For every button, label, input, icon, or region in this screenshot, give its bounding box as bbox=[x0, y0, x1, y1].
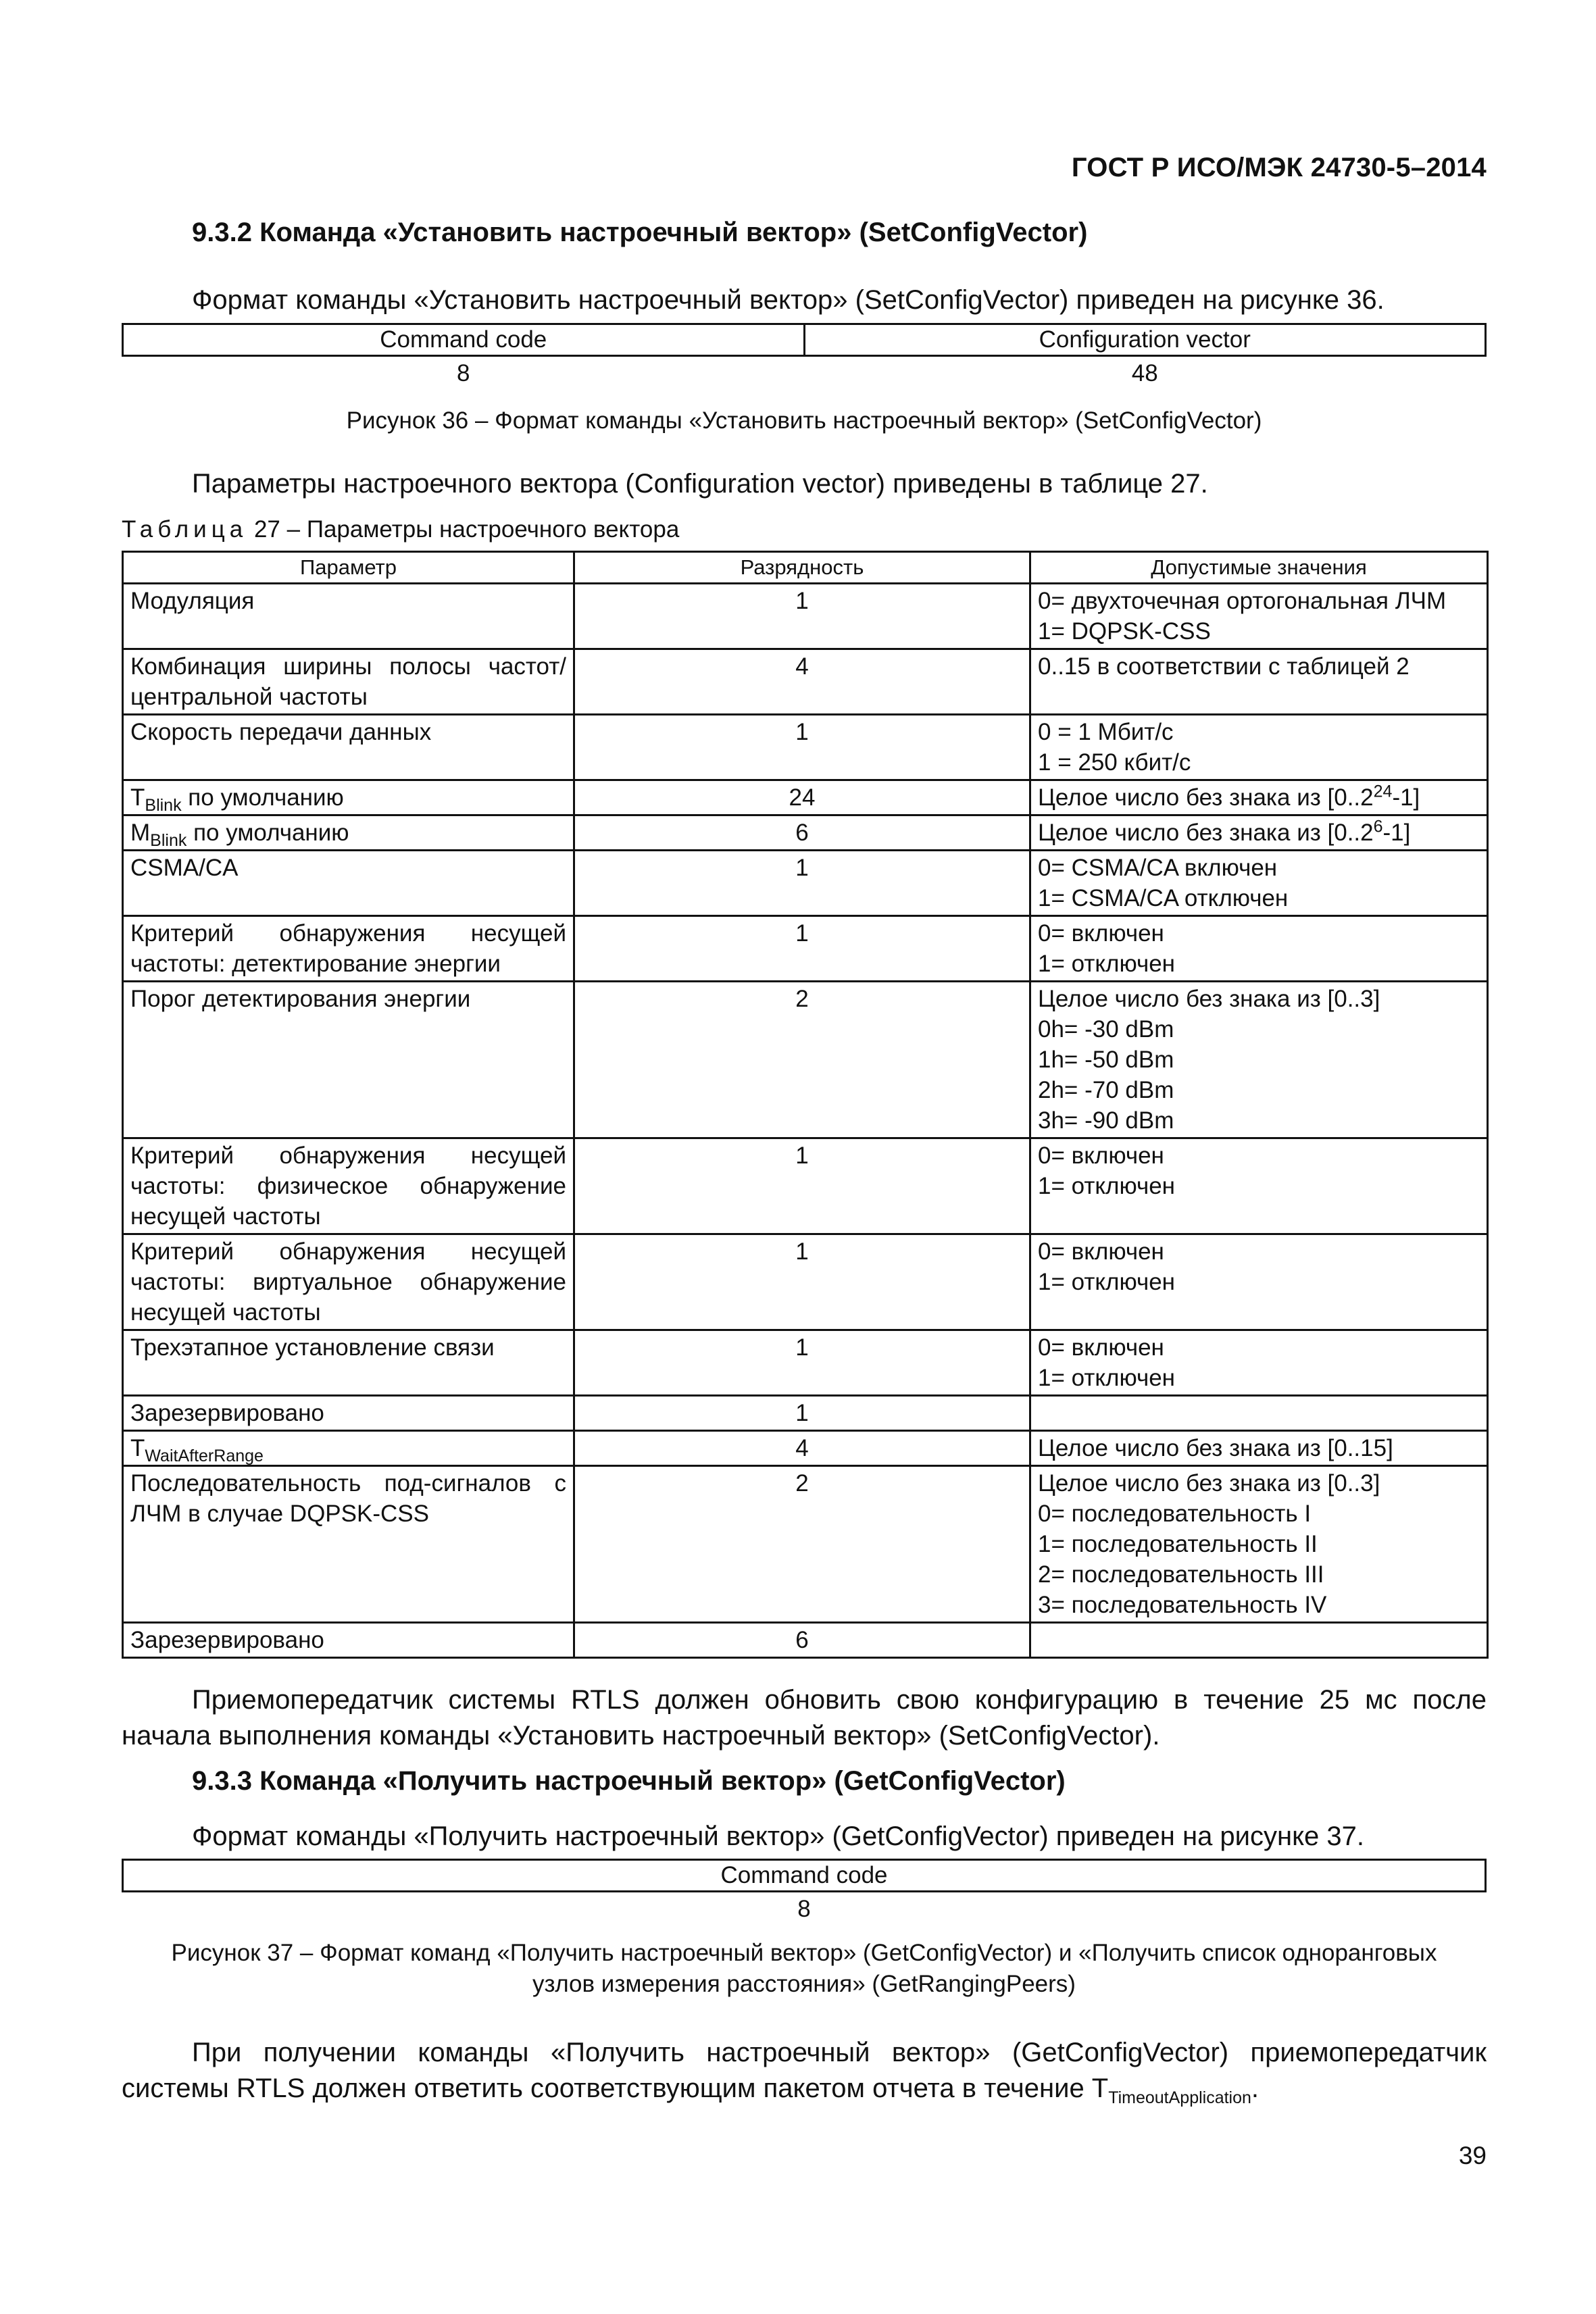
cell-values bbox=[1030, 1623, 1488, 1658]
value-line: 0= двухточечная ортогональная ЛЧМ bbox=[1038, 588, 1447, 614]
cell-bits: 1 bbox=[574, 916, 1030, 982]
cell-values bbox=[1030, 1396, 1488, 1431]
cell-parameter: Критерий обнаружения несущей частоты: виртуальное обнаружение несущей частоты bbox=[123, 1234, 574, 1330]
cell-bits: 1 bbox=[574, 1330, 1030, 1396]
fig37-command-code-field: Command code bbox=[123, 1860, 1486, 1892]
value-exponent: 6 bbox=[1373, 817, 1383, 836]
cell-values bbox=[1030, 1466, 1488, 1623]
cell-parameter: Трехэтапное установление связи bbox=[123, 1330, 574, 1396]
configuration-vector-field: Configuration vector bbox=[804, 324, 1486, 356]
cell-parameter: Последовательность под-сигналов с ЛЧМ в случае DQPSK-CSS bbox=[123, 1466, 574, 1623]
cell-bits: 4 bbox=[574, 649, 1030, 715]
cell-parameter: Скорость передачи данных bbox=[123, 715, 574, 780]
cell-bits: 6 bbox=[574, 1623, 1030, 1658]
page-number: 39 bbox=[1458, 2142, 1487, 2169]
cell-bits: 4 bbox=[574, 1431, 1030, 1466]
value-line: 1h= -50 dBm bbox=[1038, 1047, 1174, 1073]
value-text: Целое число без знака из [0..2 bbox=[1038, 820, 1374, 846]
param-subscript: WaitAfterRange bbox=[145, 1447, 264, 1465]
cell-values bbox=[1030, 815, 1488, 851]
update-paragraph-text: Приемопередатчик системы RTLS должен обновить свою конфигурацию в течение 25 мс после начала выполнения команды «Установить настроечный вектор» (SetConfigVector). bbox=[122, 1685, 1487, 1751]
column-header-values: Допустимые значения bbox=[1030, 552, 1488, 584]
figure36-format-table bbox=[122, 323, 1487, 391]
value-line: 2= последовательность III bbox=[1038, 1561, 1324, 1588]
cell-values bbox=[1030, 1234, 1488, 1330]
cell-values bbox=[1030, 1431, 1488, 1466]
cell-bits: 6 bbox=[574, 815, 1030, 851]
value-line: 0= CSMA/CA включен bbox=[1038, 855, 1278, 881]
figure37-caption bbox=[122, 1938, 1487, 2000]
cell-parameter: Модуляция bbox=[123, 584, 574, 649]
param-rest: по умолчанию bbox=[186, 820, 349, 846]
cell-bits: 1 bbox=[574, 851, 1030, 916]
final-paragraph bbox=[122, 2035, 1487, 2107]
table-row bbox=[123, 1623, 1488, 1658]
cell-parameter: CSMA/CA bbox=[123, 851, 574, 916]
table-row bbox=[123, 1330, 1488, 1396]
table-row bbox=[123, 1466, 1488, 1623]
table-word: Таблица bbox=[122, 516, 248, 543]
cell-parameter bbox=[123, 815, 574, 851]
cell-values bbox=[1030, 649, 1488, 715]
value-line: 1= отключен bbox=[1038, 951, 1175, 977]
table27-body bbox=[123, 584, 1488, 1658]
param-symbol: T bbox=[130, 784, 145, 811]
column-header-parameter: Параметр bbox=[123, 552, 574, 584]
cell-parameter bbox=[123, 780, 574, 815]
figure37-format-table bbox=[122, 1859, 1487, 1926]
cell-parameter: Зарезервировано bbox=[123, 1396, 574, 1431]
value-line: 1 = 250 кбит/с bbox=[1038, 749, 1191, 776]
cell-parameter: Порог детектирования энергии bbox=[123, 982, 574, 1138]
value-exponent: 24 bbox=[1373, 782, 1393, 801]
table-row bbox=[123, 649, 1488, 715]
final-period: . bbox=[1251, 2073, 1260, 2103]
configuration-vector-bits: 48 bbox=[1131, 360, 1158, 386]
final-paragraph-text: При получении команды «Получить настроечный вектор» (GetConfigVector) приемопередатчик системы RTLS должен ответить соответствующим пакетом отчета в течение T bbox=[122, 2038, 1487, 2103]
value-text: Целое число без знака из [0..2 bbox=[1038, 784, 1374, 811]
param-subscript: Blink bbox=[150, 831, 187, 850]
figure36-caption: Рисунок 36 – Формат команды «Установить настроечный вектор» (SetConfigVector) bbox=[346, 407, 1262, 434]
value-line: 1= CSMA/CA отключен bbox=[1038, 885, 1289, 911]
cell-values bbox=[1030, 715, 1488, 780]
cell-values bbox=[1030, 851, 1488, 916]
param-rest: по умолчанию bbox=[181, 784, 344, 811]
command-code-field: Command code bbox=[123, 324, 805, 356]
command-code-bits: 8 bbox=[457, 360, 470, 386]
value-line: Целое число без знака из [0..3] bbox=[1038, 1470, 1380, 1496]
cell-bits: 1 bbox=[574, 1138, 1030, 1234]
cell-bits: 1 bbox=[574, 1396, 1030, 1431]
fig37-command-code-bits: 8 bbox=[797, 1896, 811, 1922]
section-heading-9-3-3: 9.3.3 Команда «Получить настроечный вектор» (GetConfigVector) bbox=[192, 1766, 1066, 1796]
value-line: 0..15 в соответствии с таблицей 2 bbox=[1038, 653, 1410, 680]
cell-values bbox=[1030, 982, 1488, 1138]
cell-bits: 1 bbox=[574, 584, 1030, 649]
value-line: 0= включен bbox=[1038, 1142, 1164, 1169]
cell-values bbox=[1030, 1138, 1488, 1234]
value-line: 0= последовательность I bbox=[1038, 1501, 1312, 1527]
section-heading-9-3-2: 9.3.2 Команда «Установить настроечный вектор» (SetConfigVector) bbox=[192, 218, 1088, 247]
cell-bits: 1 bbox=[574, 1234, 1030, 1330]
param-subscript: Blink bbox=[145, 796, 182, 815]
cell-bits: 2 bbox=[574, 982, 1030, 1138]
table-row bbox=[123, 982, 1488, 1138]
value-line: 1= отключен bbox=[1038, 1365, 1175, 1391]
table27 bbox=[122, 551, 1489, 1659]
figure37-caption-line2: узлов измерения расстояния» (GetRangingPeers) bbox=[532, 1971, 1076, 1997]
table-row bbox=[123, 851, 1488, 916]
figure37-intro: Формат команды «Получить настроечный вектор» (GetConfigVector) приведен на рисунке 37. bbox=[192, 1821, 1365, 1851]
table-row bbox=[123, 916, 1488, 982]
table-title-rest: 27 – Параметры настроечного вектора bbox=[253, 516, 680, 543]
value-line: Целое число без знака из [0..3] bbox=[1038, 986, 1380, 1012]
value-text-end: -1] bbox=[1382, 820, 1411, 846]
value-line: 0= включен bbox=[1038, 920, 1164, 947]
param-symbol: M bbox=[130, 820, 151, 846]
table27-title bbox=[122, 516, 679, 543]
value-line: 1= DQPSK-CSS bbox=[1038, 618, 1211, 645]
value-line: 0= включен bbox=[1038, 1238, 1164, 1265]
cell-parameter: Зарезервировано bbox=[123, 1623, 574, 1658]
value-line: 3= последовательность IV bbox=[1038, 1592, 1327, 1618]
cell-bits: 24 bbox=[574, 780, 1030, 815]
value-line: 0 = 1 Мбит/с bbox=[1038, 719, 1174, 745]
table27-intro: Параметры настроечного вектора (Configuration vector) приведены в таблице 27. bbox=[192, 469, 1208, 499]
table-row bbox=[123, 1138, 1488, 1234]
standard-header: ГОСТ Р ИСО/МЭК 24730-5–2014 bbox=[1071, 153, 1487, 182]
param-symbol: T bbox=[130, 1435, 145, 1461]
column-header-bits: Разрядность bbox=[574, 552, 1030, 584]
value-line: 0h= -30 dBm bbox=[1038, 1016, 1174, 1042]
cell-bits: 1 bbox=[574, 715, 1030, 780]
value-line: 0= включен bbox=[1038, 1334, 1164, 1361]
table-row bbox=[123, 815, 1488, 851]
table-row bbox=[123, 715, 1488, 780]
cell-parameter: Комбинация ширины полосы частот/ центральной частоты bbox=[123, 649, 574, 715]
table-row bbox=[123, 1396, 1488, 1431]
table-row bbox=[123, 1431, 1488, 1466]
cell-parameter: Критерий обнаружения несущей частоты: детектирование энергии bbox=[123, 916, 574, 982]
value-text: Целое число без знака из [0..15] bbox=[1038, 1435, 1393, 1461]
timeout-subscript: TimeoutApplication bbox=[1108, 2088, 1251, 2107]
value-line: 1= отключен bbox=[1038, 1173, 1175, 1199]
cell-parameter bbox=[123, 1431, 574, 1466]
value-line: 1= отключен bbox=[1038, 1269, 1175, 1295]
cell-values bbox=[1030, 584, 1488, 649]
cell-values bbox=[1030, 1330, 1488, 1396]
cell-parameter: Критерий обнаружения несущей частоты: физическое обнаружение несущей частоты bbox=[123, 1138, 574, 1234]
cell-values bbox=[1030, 780, 1488, 815]
value-text-end: -1] bbox=[1392, 784, 1420, 811]
cell-bits: 2 bbox=[574, 1466, 1030, 1623]
table-row bbox=[123, 780, 1488, 815]
figure37-caption-line1: Рисунок 37 – Формат команд «Получить настроечный вектор» (GetConfigVector) и «Получить список одноранговых bbox=[171, 1940, 1437, 1966]
value-line: 3h= -90 dBm bbox=[1038, 1107, 1174, 1134]
cell-values bbox=[1030, 916, 1488, 982]
figure36-intro: Формат команды «Установить настроечный вектор» (SetConfigVector) приведен на рисунке 36. bbox=[192, 285, 1385, 315]
table-row bbox=[123, 1234, 1488, 1330]
table-row bbox=[123, 584, 1488, 649]
value-line: 2h= -70 dBm bbox=[1038, 1077, 1174, 1103]
update-paragraph bbox=[122, 1682, 1487, 1754]
value-line: 1= последовательность II bbox=[1038, 1531, 1318, 1557]
